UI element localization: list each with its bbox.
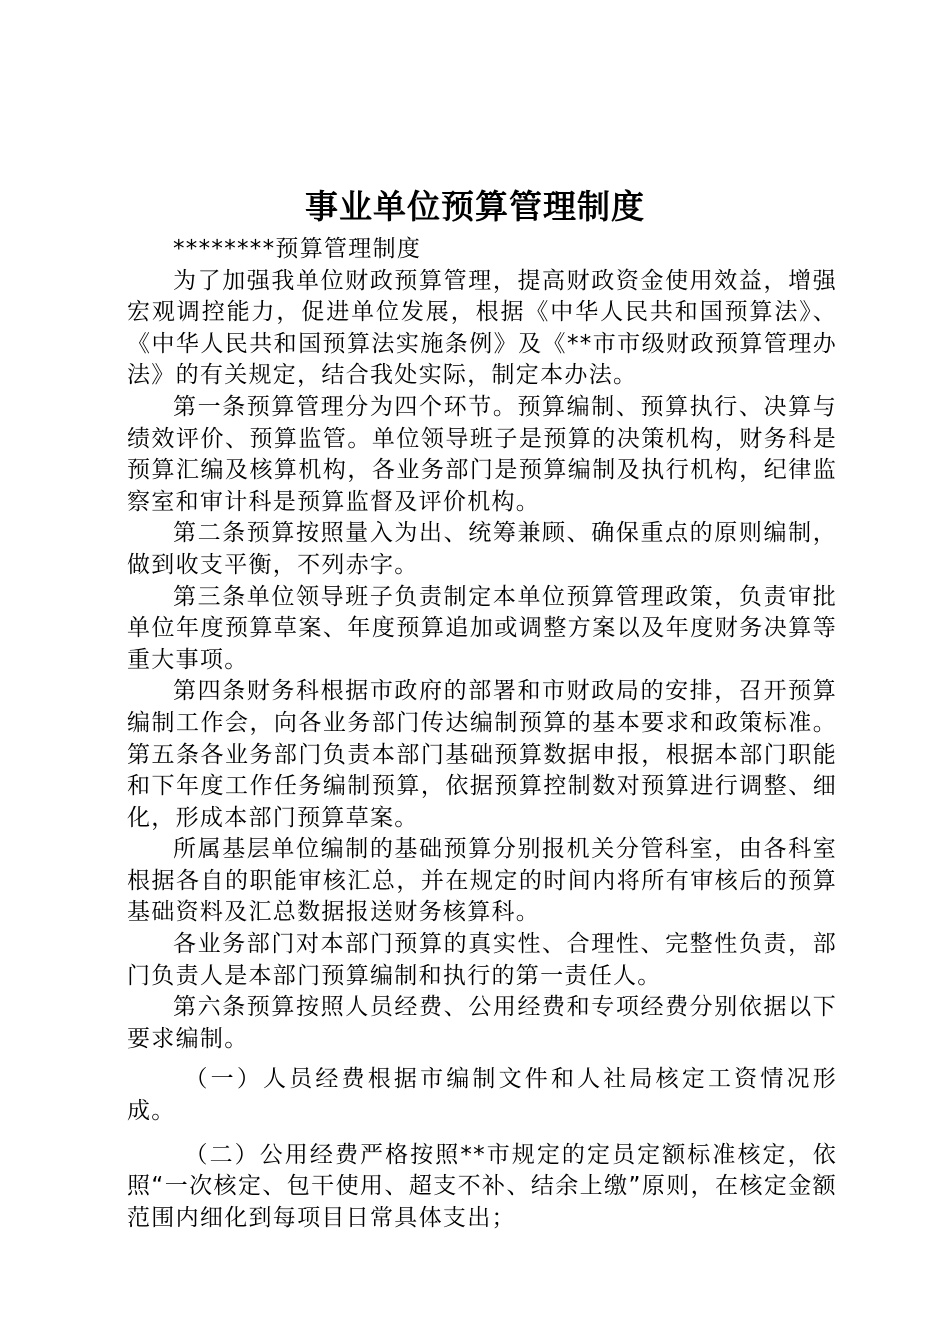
document-body	[127, 234, 837, 1234]
paragraph-preamble: 为了加强我单位财政预算管理，提高财政资金使用效益，增强宏观调控能力，促进单位发展，根据《中华人民共和国预算法》、《中华人民共和国预算法实施条例》及《**市市级财政预算管理办法》的有关规定，结合我处实际，制定本办法。	[127, 267, 837, 389]
paragraph-article-6: 第六条预算按照人员经费、公用经费和专项经费分别依据以下要求编制。	[127, 994, 837, 1052]
paragraph-article-4-5: 第四条财务科根据市政府的部署和市财政局的安排，召开预算编制工作会，向各业务部门传达编制预算的基本要求和政策标准。第五条各业务部门负责本部门基础预算数据申报，根据本部门职能和下年度工作任务编制预算，依据预算控制数对预算进行调整、细化，形成本部门预算草案。	[127, 678, 837, 831]
paragraph-item-2: （二）公用经费严格按照**市规定的定员定额标准核定，依照“一次核定、包干使用、超支不补、结余上缴”原则，在核定金额范围内细化到每项目日常具体支出；	[127, 1141, 837, 1231]
paragraph-item-1: （一）人员经费根据市编制文件和人社局核定工资情况形成。	[127, 1066, 837, 1125]
paragraph-article-2: 第二条预算按照量入为出、统筹兼顾、确保重点的原则编制，做到收支平衡，不列赤字。	[127, 520, 837, 578]
paragraph-department-responsibility: 各业务部门对本部门预算的真实性、合理性、完整性负责，部门负责人是本部门预算编制和执行的第一责任人。	[127, 931, 837, 989]
paragraph-grassroots-units: 所属基层单位编制的基础预算分别报机关分管科室，由各科室根据各自的职能审核汇总，并在规定的时间内将所有审核后的预算基础资料及汇总数据报送财务核算科。	[127, 836, 837, 926]
paragraph-article-3: 第三条单位领导班子负责制定本单位预算管理政策，负责审批单位年度预算草案、年度预算追加或调整方案以及年度财务决算等重大事项。	[127, 583, 837, 673]
paragraph-article-1: 第一条预算管理分为四个环节。预算编制、预算执行、决算与绩效评价、预算监管。单位领导班子是预算的决策机构，财务科是预算汇编及核算机构，各业务部门是预算编制及执行机构，纪律监察室和审计科是预算监督及评价机构。	[127, 393, 837, 515]
subtitle-line: ********预算管理制度	[173, 236, 422, 262]
document-title: 事业单位预算管理制度	[305, 187, 645, 226]
